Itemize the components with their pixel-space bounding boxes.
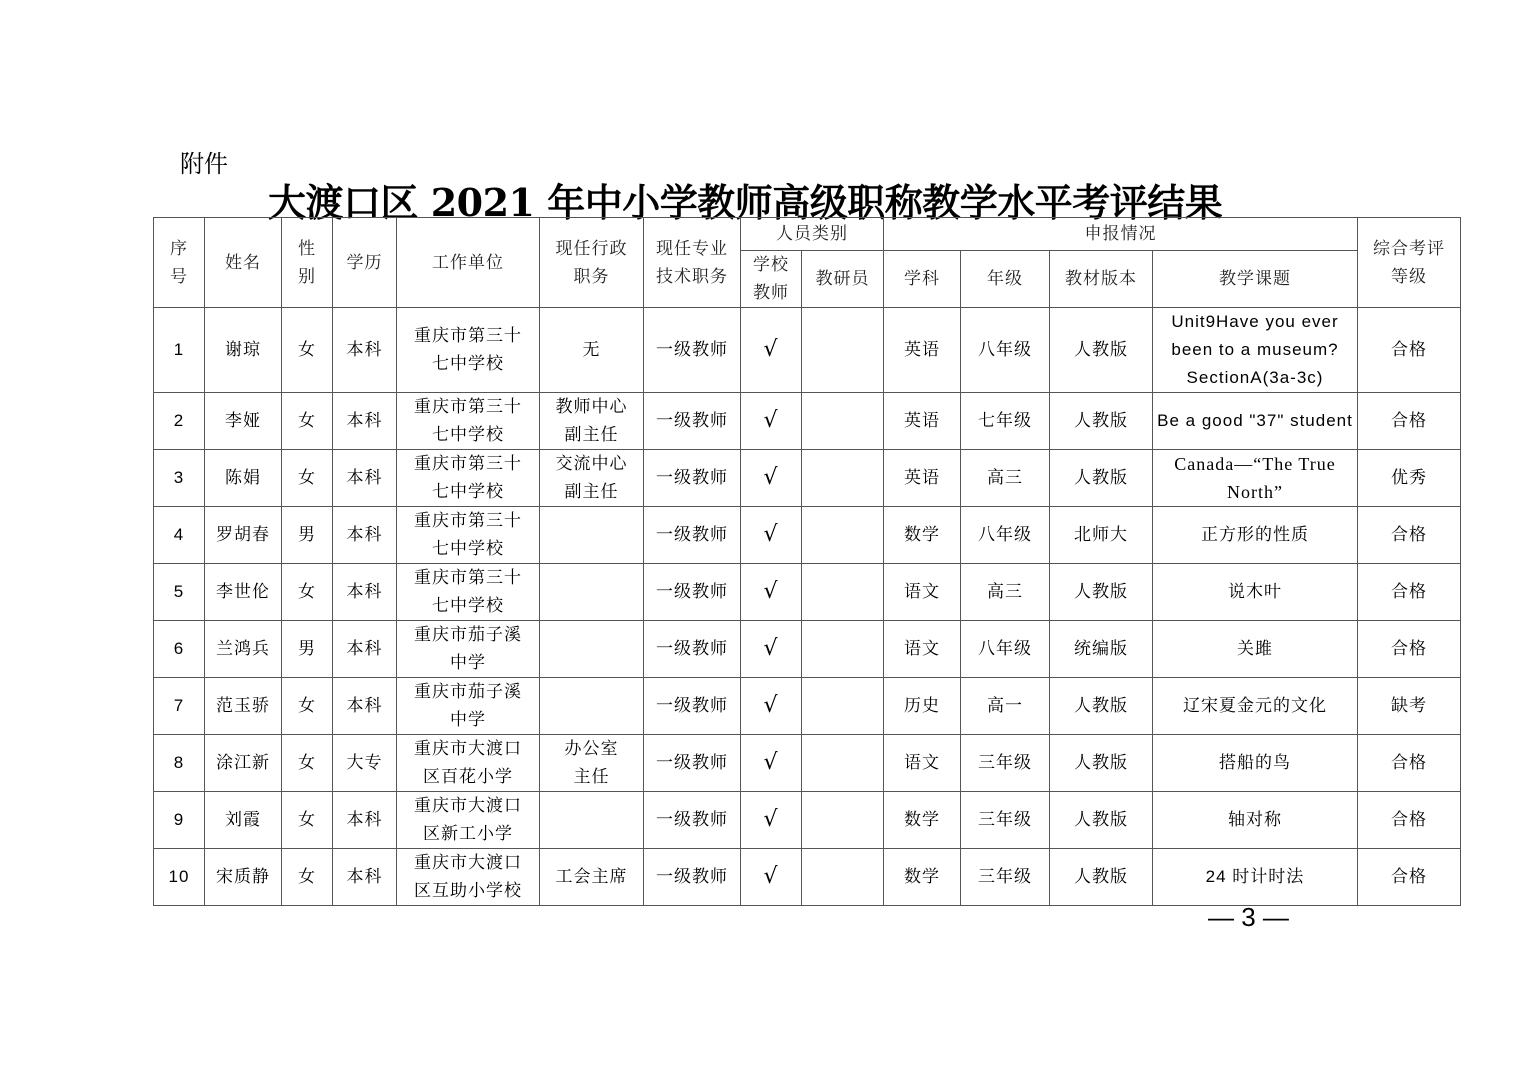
cell-seq: 1	[154, 308, 205, 393]
table-header	[154, 218, 1461, 308]
cell-grade: 三年级	[961, 792, 1050, 849]
cell-grade: 八年级	[961, 621, 1050, 678]
cell-name: 兰鸿兵	[205, 621, 282, 678]
cell-seq: 2	[154, 393, 205, 450]
cell-gender: 女	[282, 678, 333, 735]
cell-admin-post	[540, 792, 644, 849]
cell-prof-post: 一级教师	[644, 678, 741, 735]
cell-unit	[397, 507, 540, 564]
cell-researcher	[802, 678, 884, 735]
cell-line: 七中学校	[432, 482, 504, 502]
cell-education: 本科	[333, 621, 397, 678]
cell-rating: 合格	[1358, 393, 1461, 450]
cell-admin-post	[540, 678, 644, 735]
cell-textbook: 人教版	[1050, 564, 1153, 621]
cell-name: 罗胡春	[205, 507, 282, 564]
cell-unit	[397, 849, 540, 906]
cell-researcher	[802, 507, 884, 564]
table-row	[154, 735, 1461, 792]
cell-education: 本科	[333, 792, 397, 849]
cell-name: 陈娟	[205, 450, 282, 507]
cell-subject: 语文	[884, 735, 961, 792]
header-seq: 序 号	[154, 218, 205, 308]
cell-researcher	[802, 308, 884, 393]
cell-subject: 英语	[884, 393, 961, 450]
cell-prof-post: 一级教师	[644, 393, 741, 450]
page-number: — 3 —	[1208, 902, 1289, 932]
header-topic: 教学课题	[1153, 251, 1358, 308]
header-school-teacher: 学校 教师	[741, 251, 802, 308]
table-row	[154, 564, 1461, 621]
cell-line: 七中学校	[432, 354, 504, 374]
cell-line: 正方形的性质	[1201, 525, 1309, 545]
header-gender: 性 别	[282, 218, 333, 308]
cell-line: 重庆市第三十	[414, 511, 522, 531]
cell-line: 中学	[450, 710, 486, 730]
cell-subject: 语文	[884, 564, 961, 621]
cell-education: 本科	[333, 393, 397, 450]
cell-admin-post	[540, 564, 644, 621]
cell-researcher	[802, 792, 884, 849]
cell-line: North”	[1227, 482, 1283, 502]
header-rating: 综合考评 等级	[1358, 218, 1461, 308]
cell-line: 重庆市大渡口	[414, 739, 522, 759]
cell-admin-post	[540, 308, 644, 393]
cell-seq: 7	[154, 678, 205, 735]
cell-subject: 英语	[884, 308, 961, 393]
cell-seq: 10	[154, 849, 205, 906]
header-personnel-type: 人员类别	[741, 218, 884, 251]
cell-line: 重庆市茄子溪	[414, 682, 522, 702]
cell-school-teacher: √	[741, 450, 802, 507]
cell-line: 主任	[573, 767, 610, 787]
cell-line: 七中学校	[432, 596, 504, 616]
cell-rating: 合格	[1358, 308, 1461, 393]
cell-school-teacher: √	[741, 735, 802, 792]
cell-textbook: 人教版	[1050, 308, 1153, 393]
cell-school-teacher: √	[741, 849, 802, 906]
cell-line: 副主任	[564, 425, 619, 445]
cell-researcher	[802, 393, 884, 450]
cell-subject: 英语	[884, 450, 961, 507]
cell-grade: 八年级	[961, 308, 1050, 393]
cell-line: 七中学校	[432, 539, 504, 559]
cell-textbook: 人教版	[1050, 792, 1153, 849]
header-prof-post: 现任专业 技术职务	[644, 218, 741, 308]
cell-name: 涂江新	[205, 735, 282, 792]
table-row	[154, 849, 1461, 906]
cell-gender: 女	[282, 308, 333, 393]
cell-researcher	[802, 450, 884, 507]
cell-education: 大专	[333, 735, 397, 792]
header-subject: 学科	[884, 251, 961, 308]
cell-unit	[397, 564, 540, 621]
cell-grade: 八年级	[961, 507, 1050, 564]
cell-researcher	[802, 564, 884, 621]
cell-prof-post: 一级教师	[644, 849, 741, 906]
cell-education: 本科	[333, 507, 397, 564]
document-title: 大渡口区 2021 年中小学教师高级职称教学水平考评结果	[268, 180, 1223, 225]
cell-unit	[397, 393, 540, 450]
cell-gender: 女	[282, 792, 333, 849]
cell-line: 区百花小学	[423, 767, 513, 787]
cell-textbook: 统编版	[1050, 621, 1153, 678]
attachment-label: 附件	[180, 150, 228, 178]
cell-seq: 3	[154, 450, 205, 507]
cell-prof-post: 一级教师	[644, 507, 741, 564]
cell-school-teacher: √	[741, 792, 802, 849]
cell-school-teacher: √	[741, 308, 802, 393]
table-body	[154, 308, 1461, 906]
cell-line: 区新工小学	[423, 824, 513, 844]
cell-seq: 8	[154, 735, 205, 792]
cell-prof-post: 一级教师	[644, 564, 741, 621]
cell-line: Be a good "37" student	[1157, 411, 1353, 430]
cell-prof-post: 一级教师	[644, 621, 741, 678]
header-researcher: 教研员	[802, 251, 884, 308]
cell-admin-post	[540, 507, 644, 564]
table-row	[154, 621, 1461, 678]
cell-line: 教师中心	[555, 397, 628, 417]
cell-rating: 合格	[1358, 507, 1461, 564]
cell-rating: 合格	[1358, 792, 1461, 849]
cell-name: 李娅	[205, 393, 282, 450]
cell-school-teacher: √	[741, 564, 802, 621]
cell-topic	[1153, 621, 1358, 678]
cell-textbook: 人教版	[1050, 735, 1153, 792]
cell-topic	[1153, 792, 1358, 849]
cell-admin-post	[540, 621, 644, 678]
cell-topic	[1153, 393, 1358, 450]
cell-line: 重庆市茄子溪	[414, 625, 522, 645]
cell-grade: 七年级	[961, 393, 1050, 450]
cell-grade: 高三	[961, 564, 1050, 621]
cell-unit	[397, 308, 540, 393]
cell-seq: 5	[154, 564, 205, 621]
cell-school-teacher: √	[741, 393, 802, 450]
cell-subject: 数学	[884, 849, 961, 906]
cell-line: 交流中心	[555, 454, 628, 474]
cell-line: 中学	[450, 653, 486, 673]
cell-unit	[397, 621, 540, 678]
header-name: 姓名	[205, 218, 282, 308]
cell-textbook: 人教版	[1050, 678, 1153, 735]
cell-name: 宋质静	[205, 849, 282, 906]
cell-prof-post: 一级教师	[644, 450, 741, 507]
cell-school-teacher: √	[741, 621, 802, 678]
cell-grade: 高三	[961, 450, 1050, 507]
cell-school-teacher: √	[741, 507, 802, 564]
cell-line: 区互助小学校	[414, 881, 522, 901]
table-row	[154, 678, 1461, 735]
header-textbook: 教材版本	[1050, 251, 1153, 308]
cell-line: 无	[582, 340, 601, 360]
cell-researcher	[802, 621, 884, 678]
cell-school-teacher: √	[741, 678, 802, 735]
cell-researcher	[802, 849, 884, 906]
cell-gender: 女	[282, 849, 333, 906]
cell-prof-post: 一级教师	[644, 308, 741, 393]
cell-line: 重庆市第三十	[414, 397, 522, 417]
cell-line: 七中学校	[432, 425, 504, 445]
cell-line: 说木叶	[1228, 582, 1282, 602]
cell-line: 重庆市大渡口	[414, 853, 522, 873]
cell-line: 重庆市第三十	[414, 454, 522, 474]
cell-line: 重庆市第三十	[414, 568, 522, 588]
cell-line: 重庆市第三十	[414, 326, 522, 346]
cell-researcher	[802, 735, 884, 792]
cell-gender: 女	[282, 450, 333, 507]
cell-gender: 女	[282, 735, 333, 792]
cell-rating: 合格	[1358, 735, 1461, 792]
cell-topic	[1153, 735, 1358, 792]
cell-unit	[397, 735, 540, 792]
table-row	[154, 308, 1461, 393]
cell-textbook: 人教版	[1050, 450, 1153, 507]
cell-rating: 合格	[1358, 849, 1461, 906]
cell-name: 范玉骄	[205, 678, 282, 735]
cell-textbook: 人教版	[1050, 393, 1153, 450]
cell-line: SectionA(3a-3c)	[1186, 368, 1324, 387]
cell-rating: 合格	[1358, 621, 1461, 678]
cell-topic	[1153, 849, 1358, 906]
cell-gender: 男	[282, 621, 333, 678]
cell-prof-post: 一级教师	[644, 735, 741, 792]
cell-line: 轴对称	[1228, 810, 1282, 830]
cell-line: 24 时计时法	[1205, 867, 1305, 886]
cell-grade: 三年级	[961, 735, 1050, 792]
cell-grade: 高一	[961, 678, 1050, 735]
header-grade: 年级	[961, 251, 1050, 308]
cell-line: Unit9Have you ever	[1171, 312, 1339, 331]
cell-textbook: 人教版	[1050, 849, 1153, 906]
table-row	[154, 507, 1461, 564]
cell-line: 辽宋夏金元的文化	[1183, 696, 1327, 716]
cell-education: 本科	[333, 308, 397, 393]
cell-rating: 优秀	[1358, 450, 1461, 507]
cell-topic	[1153, 564, 1358, 621]
cell-name: 谢琼	[205, 308, 282, 393]
cell-education: 本科	[333, 849, 397, 906]
cell-unit	[397, 792, 540, 849]
cell-subject: 数学	[884, 507, 961, 564]
cell-line: 办公室	[564, 739, 619, 759]
cell-rating: 合格	[1358, 564, 1461, 621]
cell-name: 李世伦	[205, 564, 282, 621]
table-row	[154, 450, 1461, 507]
cell-line: 副主任	[564, 482, 619, 502]
cell-gender: 男	[282, 507, 333, 564]
header-application: 申报情况	[884, 218, 1358, 251]
table-row	[154, 792, 1461, 849]
cell-topic	[1153, 678, 1358, 735]
cell-topic	[1153, 308, 1358, 393]
results-table	[153, 217, 1461, 906]
cell-subject: 历史	[884, 678, 961, 735]
cell-admin-post	[540, 450, 644, 507]
cell-textbook: 北师大	[1050, 507, 1153, 564]
header-unit: 工作单位	[397, 218, 540, 308]
cell-gender: 女	[282, 564, 333, 621]
cell-seq: 4	[154, 507, 205, 564]
cell-name: 刘霞	[205, 792, 282, 849]
cell-gender: 女	[282, 393, 333, 450]
cell-seq: 9	[154, 792, 205, 849]
cell-subject: 数学	[884, 792, 961, 849]
header-education: 学历	[333, 218, 397, 308]
cell-admin-post	[540, 735, 644, 792]
cell-unit	[397, 450, 540, 507]
cell-line: 工会主席	[555, 867, 628, 887]
cell-education: 本科	[333, 564, 397, 621]
cell-admin-post	[540, 393, 644, 450]
cell-topic	[1153, 507, 1358, 564]
cell-prof-post: 一级教师	[644, 792, 741, 849]
cell-line: 关雎	[1237, 639, 1273, 659]
cell-rating: 缺考	[1358, 678, 1461, 735]
cell-line: Canada—“The True	[1174, 454, 1336, 474]
cell-subject: 语文	[884, 621, 961, 678]
cell-education: 本科	[333, 678, 397, 735]
cell-unit	[397, 678, 540, 735]
cell-line: 重庆市大渡口	[414, 796, 522, 816]
table-row	[154, 393, 1461, 450]
cell-admin-post	[540, 849, 644, 906]
header-admin-post: 现任行政 职务	[540, 218, 644, 308]
cell-line: 搭船的鸟	[1219, 753, 1291, 773]
cell-topic	[1153, 450, 1358, 507]
cell-grade: 三年级	[961, 849, 1050, 906]
cell-line: been to a museum?	[1171, 340, 1339, 359]
cell-seq: 6	[154, 621, 205, 678]
cell-education: 本科	[333, 450, 397, 507]
